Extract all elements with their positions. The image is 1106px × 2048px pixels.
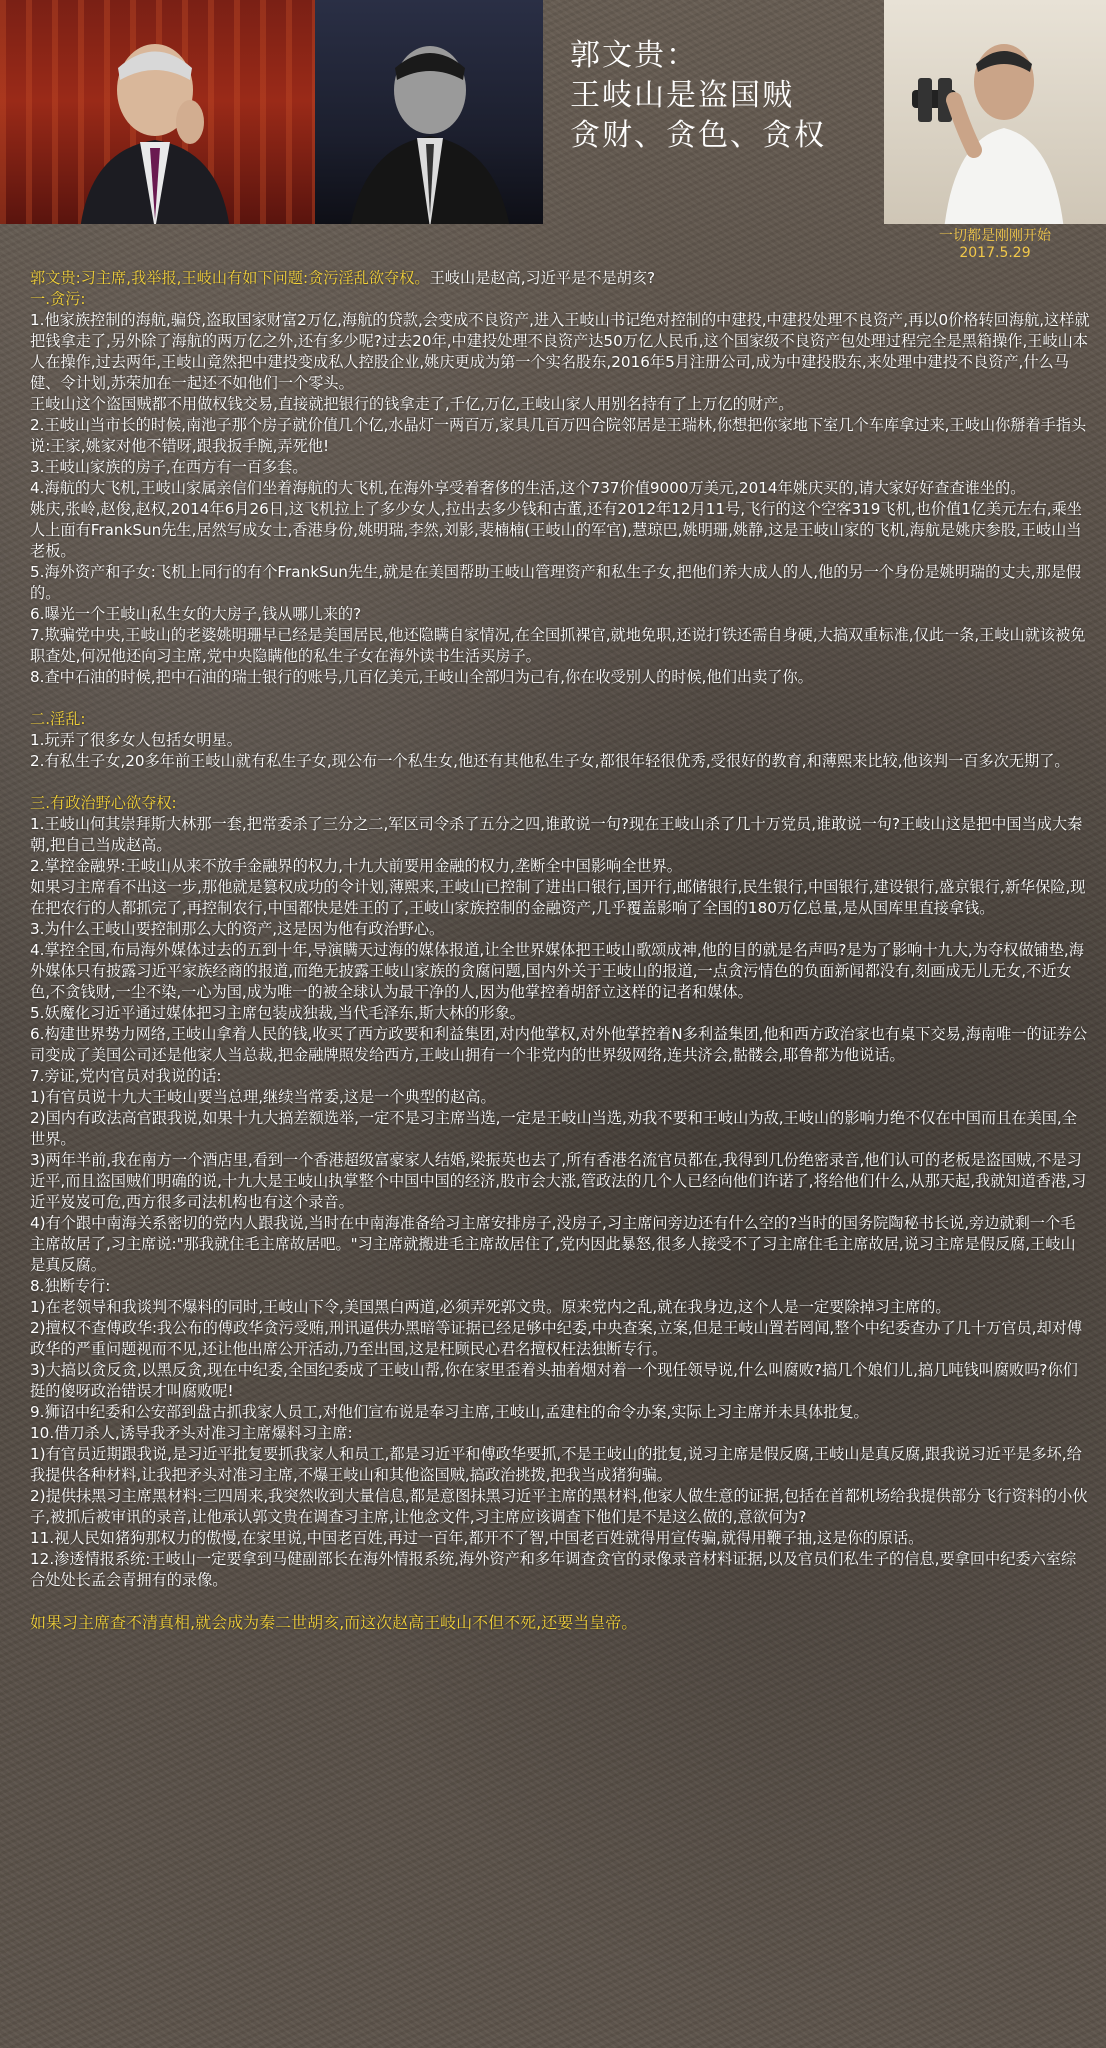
intro-paragraph bbox=[30, 268, 1090, 289]
paragraph: 1)有官员近期跟我说,是习近平批复要抓我家人和员工,都是习近平和傅政华要抓,不是王岐山的批复,说习主席是假反腐,王岐山是真反腐,跟我说习近平是多坏,给我提供各种材料,让我把矛头对准习主席,不爆王岐山和其他盗国贼,搞政治挑拨,把我当成猪狗骗。 bbox=[30, 1445, 1082, 1484]
paragraph: 2.王岐山当市长的时候,南池子那个房子就价值几个亿,水晶灯一两百万,家具几百万四合院邻居是王瑞林,你想把你家地下室几个车库拿过来,王岐山你掰着手指头说:王家,姚家对他不错呀,跟我扳手腕,弄死他! bbox=[30, 416, 1087, 455]
paragraph: 王岐山这个盗国贼都不用做权钱交易,直接就把银行的钱拿走了,千亿,万亿,王岐山家人用别名持有了上万亿的财产。 bbox=[30, 395, 794, 413]
paragraph: 2.掌控金融界:王岐山从来不放手金融界的权力,十九大前要用金融的权力,垄断全中国影响全世界。 bbox=[30, 857, 682, 875]
paragraph: 4.掌控全国,布局海外媒体过去的五到十年,导演瞒天过海的媒体报道,让全世界媒体把王岐山歌颂成神,他的目的就是名声吗?是为了影响十九大,为夺权做铺垫,海外媒体只有披露习近平家族经商的报道,而绝无披露王岐山家族的贪腐问题,国内外关于王岐山的报道,一点贪污情色的负面新闻都没有,刻画成无儿无女,不近女色,不贪钱财,一尘不染,一心为国,成为唯一的被全球认为最干净的人,因为他掌控着胡舒立这样的记者和媒体。 bbox=[30, 941, 1084, 1001]
headline-line: 郭文贵： bbox=[570, 38, 698, 73]
intro-highlight: 郭文贵:习主席,我举报,王岐山有如下问题:贪污淫乱欲夺权。 bbox=[30, 269, 430, 287]
paragraph: 3)大搞以贪反贪,以黑反贪,现在中纪委,全国纪委成了王岐山帮,你在家里歪着头抽着烟对着一个现任领导说,什么叫腐败?搞几个娘们儿,搞几吨钱叫腐败吗?你们挺的傻呀政治错误才叫腐败呢! bbox=[30, 1361, 1078, 1400]
paragraph: 1)在老领导和我谈判不爆料的同时,王岐山下令,美国黑白两道,必须弄死郭文贵。原来党内之乱,就在我身边,这个人是一定要除掉习主席的。 bbox=[30, 1298, 951, 1316]
paragraph: 2)擅权不查傅政华:我公布的傅政华贪污受贿,刑讯逼供办黑暗等证据已经足够中纪委,中央查案,立案,但是王岐山置若罔闻,整个中纪委查办了几十万官员,却对傅政华的严重问题视而不见,还让他出席公开活动,乃至出国,这是枉顾民心君名擅权枉法独断专行。 bbox=[30, 1319, 1083, 1358]
paragraph: 3)两年半前,我在南方一个酒店里,看到一个香港超级富豪家人结婚,梁振英也去了,所有香港名流官员都在,我得到几份绝密录音,他们认可的老板是盗国贼,不是习近平,而且盗国贼们明确的说,十九大是王岐山执掌整个中国中国的经济,股市会大涨,管政法的几个人已经向他们许诺了,将给他们什么,从那天起,我就知道香港,习近平岌岌可危,西方很多司法机构也有这个录音。 bbox=[30, 1151, 1087, 1211]
paragraph: 2.有私生子女,20多年前王岐山就有私生子女,现公布一个私生女,他还有其他私生子女,都很年轻很优秀,受很好的教育,和薄熙来比较,他该判一百多次无期了。 bbox=[30, 752, 1070, 770]
guo-wengui-photo bbox=[884, 0, 1106, 224]
paragraph: 10.借刀杀人,诱导我矛头对准习主席爆料习主席: bbox=[30, 1424, 353, 1442]
paragraph: 6.曝光一个王岐山私生女的大房子,钱从哪儿来的? bbox=[30, 605, 362, 623]
paragraph: 2)提供抹黑习主席黑材料:三四周来,我突然收到大量信息,都是意图抹黑习近平主席的黑材料,他家人做生意的证据,包括在首都机场给我提供部分飞行资料的小伙子,被抓后被审讯的录音,让他承认郭文贵在调查习主席,让他念文件,习主席应该调查下他们是不是这么做的,意欲何为? bbox=[30, 1487, 1088, 1526]
headline bbox=[570, 36, 870, 156]
caption-date: 2017.5.29 bbox=[959, 245, 1031, 261]
paragraph: 4)有个跟中南海关系密切的党内人跟我说,当时在中南海准备给习主席安排房子,没房子,习主席问旁边还有什么空的?当时的国务院陶秘书长说,旁边就剩一个毛主席故居了,习主席说:"那我就住毛主席故居吧。"习主席就搬进毛主席故居住了,党内因此暴怒,很多人接受不了习主席住毛主席故居,说习主席是假反腐,王岐山是真反腐。 bbox=[30, 1214, 1076, 1274]
person-silhouette-icon bbox=[70, 30, 240, 224]
paragraph: 1.王岐山何其崇拜斯大林那一套,把常委杀了三分之二,军区司令杀了五分之四,谁敢说一句?现在王岐山杀了几十万党员,谁敢说一句?王岐山这是把中国当成大秦朝,把自己当成赵高。 bbox=[30, 815, 1083, 854]
article-body bbox=[30, 268, 1090, 1633]
photo-caption bbox=[900, 228, 1090, 262]
paragraph: 4.海航的大飞机,王岐山家属亲信们坐着海航的大飞机,在海外享受着奢侈的生活,这个737价值9000万美元,2014年姚庆买的,请大家好好查查谁坐的。 bbox=[30, 479, 1026, 497]
paragraph: 9.狮诏中纪委和公安部到盘古抓我家人员工,对他们宣布说是奉习主席,王岐山,孟建柱的命令办案,实际上习主席并未具体批复。 bbox=[30, 1403, 869, 1421]
xi-jinping-photo bbox=[315, 0, 543, 224]
paragraph: 8.查中石油的时候,把中石油的瑞士银行的账号,几百亿美元,王岐山全部归为己有,你在收受别人的时候,他们出卖了你。 bbox=[30, 668, 813, 686]
closing-statement: 如果习主席查不清真相,就会成为秦二世胡亥,而这次赵高王岐山不但不死,还要当皇帝。 bbox=[30, 1613, 638, 1632]
paragraph: 5.海外资产和子女:飞机上同行的有个FrankSun先生,就是在美国帮助王岐山管理资产和私生子女,把他们养大成人的人,他的另一个身份是姚明瑞的丈夫,那是假的。 bbox=[30, 563, 1082, 602]
intro-rest: 王岐山是赵高,习近平是不是胡亥? bbox=[429, 269, 656, 287]
paragraph: 1.他家族控制的海航,骗贷,盗取国家财富2万亿,海航的贷款,会变成不良资产,进入王岐山书记绝对控制的中建投,中建投处理不良资产,再以0价格转回海航,这样就把钱拿走了,另外除了海航的两万亿之外,还有多少呢?过去20年,中建投处理不良资产达50万亿人民币,这个国家级不良资产包处理过程完全是黑箱操作,王岐山本人在操作,过去两年,王岐山竟然把中建投变成私人控股企业,姚庆更成为第一个实名股东,2016年5月注册公司,成为中建投股东,来处理中建投不良资产,什么马健、令计划,苏荣加在一起还不如他们一个零头。 bbox=[30, 311, 1090, 392]
paragraph: 7.欺骗党中央,王岐山的老婆姚明珊早已经是美国居民,他还隐瞒自家情况,在全国抓裸官,就地免职,还说打铁还需自身硬,大搞双重标准,仅此一条,王岐山就该被免职查处,何况他还向习主席,党中央隐瞒他的私生子女在海外读书生活买房子。 bbox=[30, 626, 1086, 665]
section-heading: 三.有政治野心欲夺权: bbox=[30, 794, 177, 812]
paragraph: 3.王岐山家族的房子,在西方有一百多套。 bbox=[30, 458, 308, 476]
paragraph: 6.构建世界势力网络,王岐山拿着人民的钱,收买了西方政要和利益集团,对内他掌权,对外他掌控着N多利益集团,他和西方政治家也有桌下交易,海南唯一的证券公司变成了美国公司还是他家人当总裁,把金融牌照发给西方,王岐山拥有一个非党内的世界级网络,连共济会,骷髅会,耶鲁都为他说话。 bbox=[30, 1025, 1088, 1064]
headline-line: 贪财、贪色、贪权 bbox=[570, 118, 826, 153]
person-silhouette-icon bbox=[345, 28, 515, 224]
section-heading: 一.贪污: bbox=[30, 290, 86, 308]
paragraph: 12.渗透情报系统:王岐山一定要拿到马健副部长在海外情报系统,海外资产和多年调查贪官的录像录音材料证据,以及官员们私生子的信息,要拿回中纪委六室综合处处长孟会青拥有的录像。 bbox=[30, 1550, 1077, 1589]
caption-slogan: 一切都是刚刚开始 bbox=[939, 228, 1051, 244]
wang-qishan-photo bbox=[0, 0, 315, 224]
headline-line: 王岐山是盗国贼 bbox=[570, 78, 794, 113]
paragraph: 11.视人民如猪狗那权力的傲慢,在家里说,中国老百姓,再过一百年,都开不了智,中国老百姓就得用宣传骗,就得用鞭子抽,这是你的原话。 bbox=[30, 1529, 924, 1547]
paragraph: 5.妖魔化习近平通过媒体把习主席包装成独裁,当代毛泽东,斯大林的形象。 bbox=[30, 1004, 525, 1022]
paragraph: 8.独断专行: bbox=[30, 1277, 111, 1295]
paragraph: 2)国内有政法高官跟我说,如果十九大搞差额选举,一定不是习主席当选,一定是王岐山当选,劝我不要和王岐山为敌,王岐山的影响力绝不仅在中国而且在美国,全世界。 bbox=[30, 1109, 1077, 1148]
paragraph: 1.玩弄了很多女人包括女明星。 bbox=[30, 731, 242, 749]
section-heading: 二.淫乱: bbox=[30, 710, 86, 728]
paragraph: 7.旁证,党内官员对我说的话: bbox=[30, 1067, 222, 1085]
person-with-dumbbell-icon bbox=[904, 20, 1094, 224]
paragraph: 1)有官员说十九大王岐山要当总理,继续当常委,这是一个典型的赵高。 bbox=[30, 1088, 496, 1106]
paragraph: 姚庆,张岭,赵俊,赵权,2014年6月26日,这飞机拉上了多少女人,拉出去多少钱和古董,还有2012年12月11号,飞行的这个空客319飞机,也价值1亿美元左右,乘坐人上面有FrankSun先生,居然写成女士,香港身份,姚明瑞,李然,刘影,裴楠楠(王岐山的军官),慧琼巴,姚明珊,姚静,这是王岐山家的飞机,海航是姚庆参股,王岐山当老板。 bbox=[30, 500, 1082, 560]
paragraph: 3.为什么王岐山要控制那么大的资产,这是因为他有政治野心。 bbox=[30, 920, 445, 938]
paragraph: 如果习主席看不出这一步,那他就是篡权成功的令计划,薄熙来,王岐山已控制了进出口银行,国开行,邮储银行,民生银行,中国银行,建设银行,盛京银行,新华保险,现在把农行的人都抓完了,再控制农行,中国都快是姓王的了,王岐山家族控制的金融资产,几乎覆盖影响了全国的180万亿总量,是从国库里直接拿钱。 bbox=[30, 878, 1086, 917]
